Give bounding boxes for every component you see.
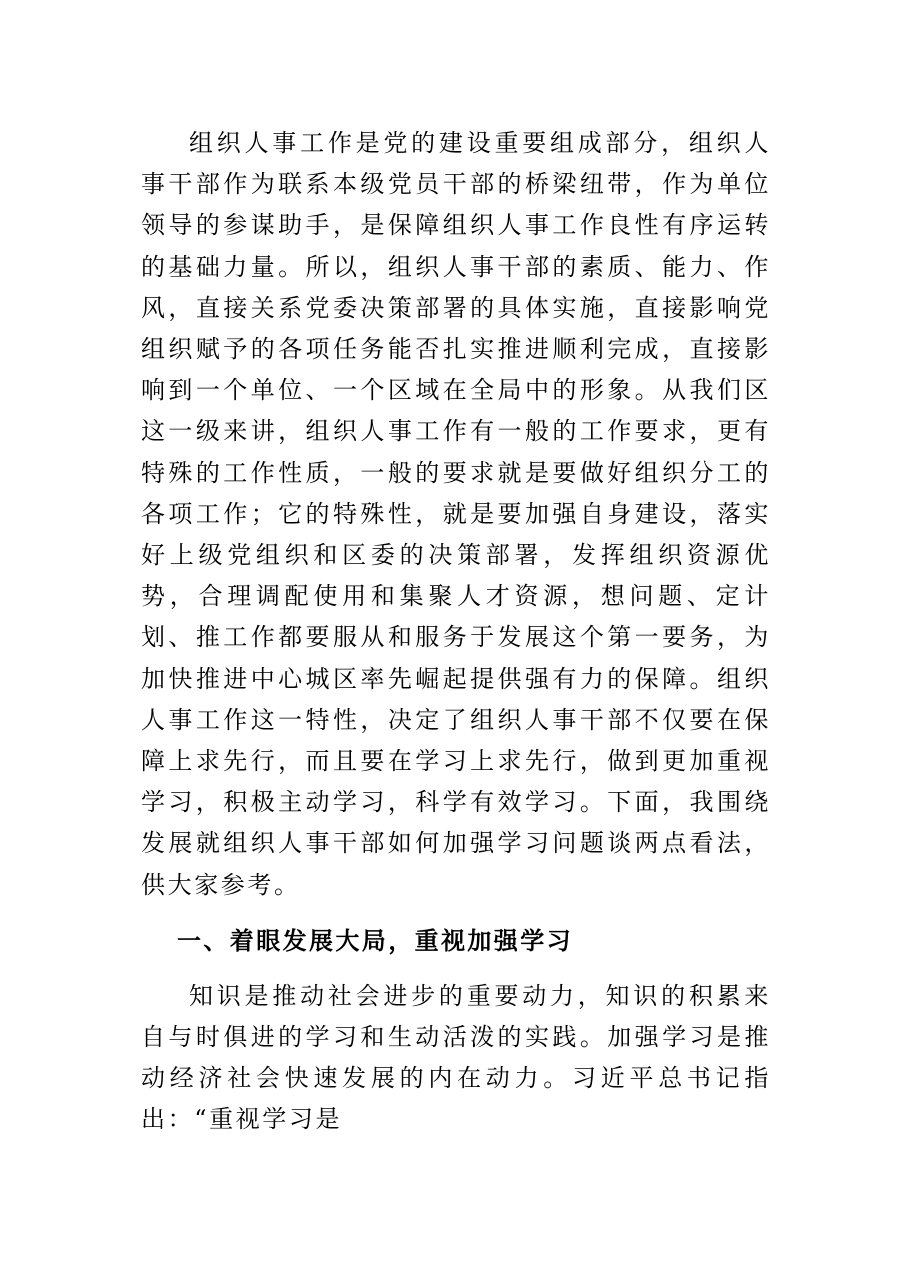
section-heading: 一、着眼发展大局，重视加强学习 xyxy=(177,926,573,955)
document-body xyxy=(141,123,771,1141)
intro-paragraph: 组织人事工作是党的建设重要组成部分，组织人事干部作为联系本级党员干部的桥梁纽带，作为单位领导的参谋助手，是保障组织人事工作良性有序运转的基础力量。所以，组织人事干部的素质、能力、作风，直接关系党委决策部署的具体实施，直接影响党组织赋予的各项任务能否扎实推进顺利完成，直接影响到一个单位、一个区域在全局中的形象。从我们区这一级来讲，组织人事工作有一般的工作要求，更有特殊的工作性质，一般的要求就是要做好组织分工的各项工作；它的特殊性，就是要加强自身建设，落实好上级党组织和区委的决策部署，发挥组织资源优势，合理调配使用和集聚人才资源，想问题、定计划、推工作都要服从和服务于发展这个第一要务，为加快推进中心城区率先崛起提供强有力的保障。组织人事工作这一特性，决定了组织人事干部不仅要在保障上求先行，而且要在学习上求先行，做到更加重视学习，积极主动学习，科学有效学习。下面，我围绕发展就组织人事干部如何加强学习问题谈两点看法，供大家参考。 xyxy=(141,129,771,899)
section-paragraph: 知识是推动社会进步的重要动力，知识的积累来自与时俱进的学习和生动活泼的实践。加强学习是推动经济社会快速发展的内在动力。习近平总书记指出：“重视学习是 xyxy=(141,981,771,1134)
